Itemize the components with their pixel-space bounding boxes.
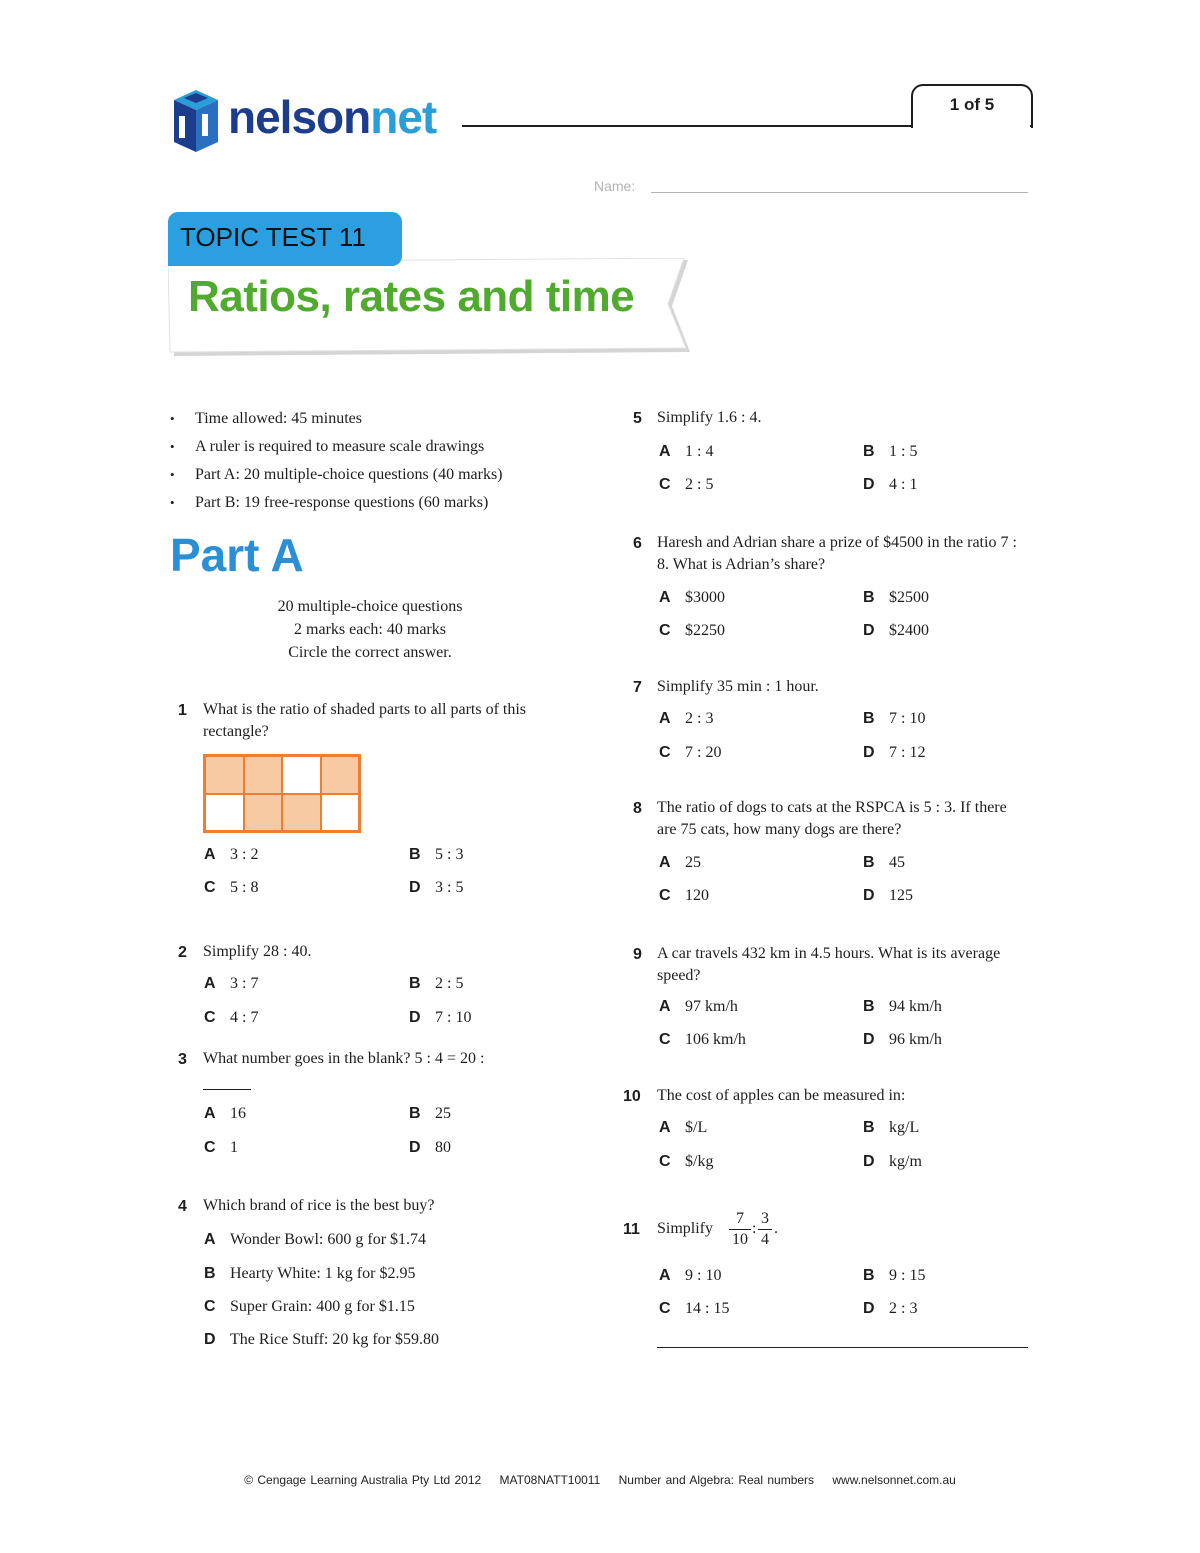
question-text: A car travels 432 km in 4.5 hours. What is its average speed? (657, 945, 1001, 984)
answer-option[interactable]: C 7 : 20 (659, 744, 722, 761)
answer-option[interactable]: D kg/m (863, 1153, 922, 1170)
answer-option[interactable]: B Hearty White: 1 kg for $2.95 (204, 1265, 416, 1282)
question-number: 4 (178, 1198, 187, 1215)
question-number: 6 (633, 535, 642, 552)
question-number: 11 (623, 1221, 640, 1238)
grid-cell (282, 794, 321, 832)
answer-option[interactable]: B $2500 (863, 589, 929, 606)
grid-cell (321, 756, 360, 794)
question-number: 9 (633, 946, 642, 963)
answer-option[interactable]: D 80 (409, 1139, 451, 1156)
answer-option[interactable]: C 1 (204, 1139, 238, 1156)
answer-option[interactable]: B 25 (409, 1105, 451, 1122)
question-number: 7 (633, 679, 642, 696)
answer-option[interactable]: B 2 : 5 (409, 975, 464, 992)
answer-option[interactable]: A 1 : 4 (659, 443, 714, 460)
footer-code: MAT08NATT10011 (499, 1473, 601, 1487)
part-instructions: 20 multiple-choice questions 2 marks each: 40 marks Circle the correct answer. (277, 598, 463, 661)
grid-cell (244, 756, 283, 794)
question-text: Simplify 28 : 40. (203, 943, 312, 960)
answer-option[interactable]: A $/L (659, 1119, 708, 1136)
answer-option[interactable]: B 5 : 3 (409, 846, 464, 863)
info-list (168, 406, 588, 518)
part-title: Part A (170, 529, 304, 581)
question-number: 3 (178, 1051, 187, 1068)
answer-option[interactable]: C $2250 (659, 622, 725, 639)
answer-option[interactable]: A 16 (204, 1105, 246, 1122)
grid-cell (205, 794, 244, 832)
logo-wordmark: nelsonnet (228, 91, 437, 143)
logo-cube-icon (166, 86, 232, 156)
list-item: • Part B: 19 free-response questions (60 marks) (168, 490, 588, 518)
answer-option[interactable]: C 4 : 7 (204, 1009, 259, 1026)
answer-option[interactable]: C 2 : 5 (659, 476, 714, 493)
answer-option[interactable]: C $/kg (659, 1153, 714, 1170)
answer-blank-line (203, 1089, 251, 1090)
question-text: Which brand of rice is the best buy? (203, 1197, 435, 1214)
answer-option[interactable]: B 1 : 5 (863, 443, 918, 460)
grid-cell (282, 756, 321, 794)
question-number: 5 (633, 410, 642, 427)
answer-option[interactable]: D 7 : 10 (409, 1009, 472, 1026)
question-text: The cost of apples can be measured in: (657, 1087, 906, 1104)
answer-option[interactable]: A 3 : 2 (204, 846, 259, 863)
nelsonnet-logo (166, 86, 466, 156)
question-text: Simplify (657, 1220, 714, 1237)
shaded-rectangle-figure (203, 754, 361, 833)
answer-option[interactable]: D 7 : 12 (863, 744, 926, 761)
footer-website[interactable]: www.nelsonnet.com.au (832, 1473, 956, 1487)
question-number: 8 (633, 800, 642, 817)
name-label: Name: (594, 178, 636, 194)
answer-option[interactable]: D 4 : 1 (863, 476, 918, 493)
list-item: • Time allowed: 45 minutes (168, 406, 588, 434)
answer-option[interactable]: D 2 : 3 (863, 1300, 918, 1317)
end-rule (657, 1347, 1028, 1348)
question-text: What number goes in the blank? 5 : 4 = 20 : (203, 1050, 485, 1067)
answer-option[interactable]: B kg/L (863, 1119, 920, 1136)
question-text: Haresh and Adrian share a prize of $4500 in the ratio 7 : 8. What is Adrian’s share? (657, 534, 1017, 573)
footer-strand: Number and Algebra: Real numbers (618, 1473, 815, 1487)
answer-option[interactable]: D 96 km/h (863, 1031, 942, 1048)
page-footer (0, 1473, 1200, 1487)
fraction: 3 4 (758, 1210, 772, 1249)
answer-option[interactable]: B 7 : 10 (863, 710, 926, 727)
answer-option[interactable]: A 25 (659, 854, 701, 871)
question-text: Simplify 35 min : 1 hour. (657, 678, 819, 695)
answer-option[interactable]: A 3 : 7 (204, 975, 259, 992)
question-number: 2 (178, 944, 187, 961)
answer-option[interactable]: D 125 (863, 887, 913, 904)
answer-option[interactable]: B 94 km/h (863, 998, 942, 1015)
answer-option[interactable]: C Super Grain: 400 g for $1.15 (204, 1298, 415, 1315)
answer-option[interactable]: C 5 : 8 (204, 879, 259, 896)
answer-option[interactable]: D $2400 (863, 622, 929, 639)
answer-option[interactable]: A 97 km/h (659, 998, 738, 1015)
question-text: The ratio of dogs to cats at the RSPCA is 5 : 3. If there are 75 cats, how many dogs are there? (657, 799, 1007, 838)
answer-option[interactable]: A 2 : 3 (659, 710, 714, 727)
answer-option[interactable]: D 3 : 5 (409, 879, 464, 896)
answer-option[interactable]: A Wonder Bowl: 600 g for $1.74 (204, 1231, 427, 1248)
topic-badge: TOPIC TEST 11 (168, 212, 402, 266)
footer-copyright: © Cengage Learning Australia Pty Ltd 2012 (244, 1473, 482, 1487)
question-text: Simplify 1.6 : 4. (657, 409, 762, 426)
page-indicator-tab (911, 84, 1033, 128)
question-number: 1 (178, 702, 187, 719)
answer-option[interactable]: D The Rice Stuff: 20 kg for $59.80 (204, 1331, 440, 1348)
fraction: 7 10 (729, 1210, 751, 1249)
question-text: What is the ratio of shaded parts to all parts of this rectangle? (203, 701, 527, 740)
list-item: • A ruler is required to measure scale drawings (168, 434, 588, 462)
page-title: Ratios, rates and time (188, 272, 635, 321)
answer-option[interactable]: A $3000 (659, 589, 725, 606)
page-indicator: 1 of 5 (949, 95, 995, 114)
list-item: • Part A: 20 multiple-choice questions (40 marks) (168, 462, 588, 490)
answer-option[interactable]: B 45 (863, 854, 905, 871)
answer-option[interactable]: C 106 km/h (659, 1031, 746, 1048)
grid-cell (244, 794, 283, 832)
question-number: 10 (623, 1088, 641, 1105)
grid-cell (205, 756, 244, 794)
answer-option[interactable]: B 9 : 15 (863, 1267, 926, 1284)
name-field-line (651, 192, 1028, 193)
answer-option[interactable]: C 14 : 15 (659, 1300, 730, 1317)
answer-option[interactable]: A 9 : 10 (659, 1267, 722, 1284)
grid-cell (321, 794, 360, 832)
answer-option[interactable]: C 120 (659, 887, 709, 904)
header-rule (462, 125, 912, 127)
